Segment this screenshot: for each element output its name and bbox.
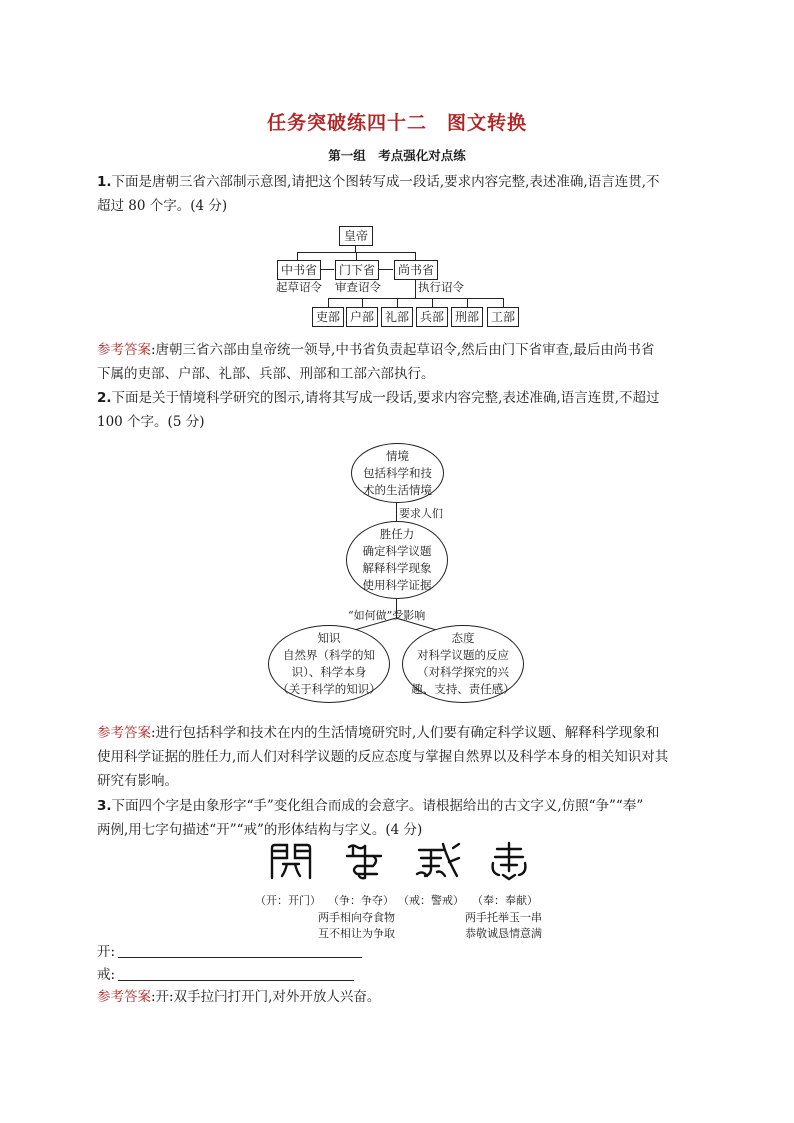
emperor-box: 皇帝 — [339, 226, 373, 246]
competence-ellipse — [346, 521, 448, 599]
answer-label: 参考答案 — [97, 725, 151, 741]
bingbu-box: 兵部 — [416, 307, 448, 327]
question-number: 3. — [97, 798, 112, 814]
question-text-line: 下面是关于情境科学研究的图示,请将其写成一段话,要求内容完整,表述准确,语言连贯,不超过 — [111, 390, 660, 406]
question-2-prompt — [97, 386, 697, 434]
answer-text-line: 研究有影响。 — [97, 773, 178, 789]
hubu-box: 户部 — [346, 307, 378, 327]
menxia-box: 门下省 — [335, 260, 379, 280]
libu-rites-box: 礼部 — [381, 307, 413, 327]
page-title: 任务突破练四十二 图文转换 — [266, 112, 527, 134]
connector-line — [432, 298, 433, 307]
zhongshu-box: 中书省 — [277, 260, 321, 280]
zheng-description: 两手相向夺食物 — [318, 911, 395, 924]
feng-description: 恭敬诚恳情意满 — [465, 927, 542, 940]
ellipse-heading: 态度 — [451, 631, 475, 645]
ellipse-text: 自然界（科学的知 — [283, 648, 375, 662]
question-1-answer — [97, 338, 697, 386]
xingbu-box: 刑部 — [451, 307, 483, 327]
arrow-label: “如何做”受影响 — [348, 609, 426, 622]
glyph-caption: （戒：警戒） — [398, 894, 464, 907]
answer-text-line: :开:双手拉闩打开门,对外开放人兴奋。 — [151, 989, 381, 1005]
ellipse-text: 使用科学证据 — [362, 578, 432, 592]
section-subtitle: 第一组 考点强化对点练 — [328, 148, 466, 163]
ellipse-heading: 胜任力 — [379, 527, 415, 541]
question-text-line: 下面四个字是由象形字“手”变化组合而成的会意字。请根据给出的古文字义,仿照“争”“奉” — [111, 798, 644, 814]
ellipse-text: （对科学探究的兴 — [417, 665, 509, 679]
question-3-prompt — [97, 794, 697, 842]
glyph-caption: （争：争夺） — [328, 894, 394, 907]
zheng-description: 互不相让为争取 — [318, 927, 395, 940]
kai-fill-label: 开: — [97, 944, 116, 960]
context-ellipse — [351, 443, 444, 503]
shangshu-box: 尚书省 — [394, 260, 438, 280]
gongbu-box: 工部 — [487, 307, 519, 327]
ellipse-text: 趣、支持、责任感） — [411, 682, 515, 696]
duty-label: 审查诏令 — [335, 280, 381, 294]
ellipse-text: 识）、科学本身 — [291, 665, 367, 679]
jie-answer-blank[interactable] — [118, 980, 354, 981]
connector-line — [297, 252, 298, 260]
question-3-answer — [97, 985, 697, 1009]
ellipse-text: 确定科学议题 — [362, 544, 432, 558]
glyph-caption: （开：开门） — [255, 894, 321, 907]
arrow-label: 要求人们 — [399, 507, 443, 520]
answer-text-line: :唐朝三省六部由皇帝统一领导,中书省负责起草诏令,然后由门下省审查,最后由尚书省 — [151, 342, 655, 358]
duty-label: 起草诏令 — [276, 280, 322, 294]
connector-line — [397, 298, 398, 307]
seal-feng-glyph — [487, 841, 531, 881]
seal-kai-glyph — [268, 842, 314, 880]
kai-answer-blank[interactable] — [118, 957, 362, 958]
connector-line — [328, 298, 503, 299]
answer-text-line: 使用科学证据的胜任力,而人们对科学议题的反应态度与掌握自然界以及科学本身的相关知识对其 — [97, 749, 669, 765]
question-number: 1. — [97, 174, 112, 190]
connector-line — [356, 252, 357, 260]
question-2-answer — [97, 721, 697, 793]
duty-label: 执行诏令 — [418, 280, 464, 294]
seal-jie-glyph — [413, 840, 463, 880]
connector-line — [415, 279, 416, 298]
connector-line — [415, 252, 416, 260]
question-text-line: 100 个字。(5 分) — [97, 414, 205, 430]
ellipse-text: 包括科学和技 — [363, 465, 432, 480]
connector-line — [467, 298, 468, 307]
arrow-line — [378, 269, 393, 270]
answer-label: 参考答案 — [97, 342, 151, 358]
question-text-line: 下面是唐朝三省六部制示意图,请把这个图转写成一段话,要求内容完整,表述准确,语言连贯,不 — [111, 174, 660, 190]
ellipse-text: 对科学议题的反应 — [417, 648, 509, 662]
question-text-line: 两例,用七字句描述“开”“戒”的形体结构与字义。(4 分) — [97, 822, 423, 838]
ellipse-heading: 知识 — [317, 631, 341, 645]
feng-description: 两手托举玉一串 — [465, 911, 542, 924]
arrow-line — [396, 502, 397, 522]
attitude-ellipse — [402, 625, 524, 703]
connector-line — [503, 298, 504, 307]
ellipse-text: 解释科学现象 — [362, 561, 432, 575]
connector-line — [328, 298, 329, 307]
jie-fill-label: 戒: — [97, 967, 116, 983]
question-number: 2. — [97, 390, 112, 406]
question-1-prompt — [97, 170, 697, 218]
ellipse-text: 术的生活情境 — [363, 482, 432, 497]
answer-text-line: :进行包括科学和技术在内的生活情境研究时,人们要有确定科学议题、解释科学现象和 — [151, 725, 660, 741]
arrow-line — [320, 269, 334, 270]
seal-zheng-glyph — [343, 842, 387, 880]
answer-label: 参考答案 — [97, 989, 151, 1005]
connector-line — [362, 298, 363, 307]
question-text-line: 超过 80 个字。(4 分) — [97, 198, 228, 214]
libu-official-box: 吏部 — [312, 307, 344, 327]
answer-text-line: 下属的吏部、户部、礼部、兵部、刑部和工部六部执行。 — [97, 366, 435, 382]
knowledge-ellipse — [268, 625, 390, 703]
glyph-caption: （奉：奉献） — [472, 894, 538, 907]
ellipse-heading: 情境 — [386, 448, 409, 463]
ellipse-text: （关于科学的知识） — [277, 682, 381, 696]
